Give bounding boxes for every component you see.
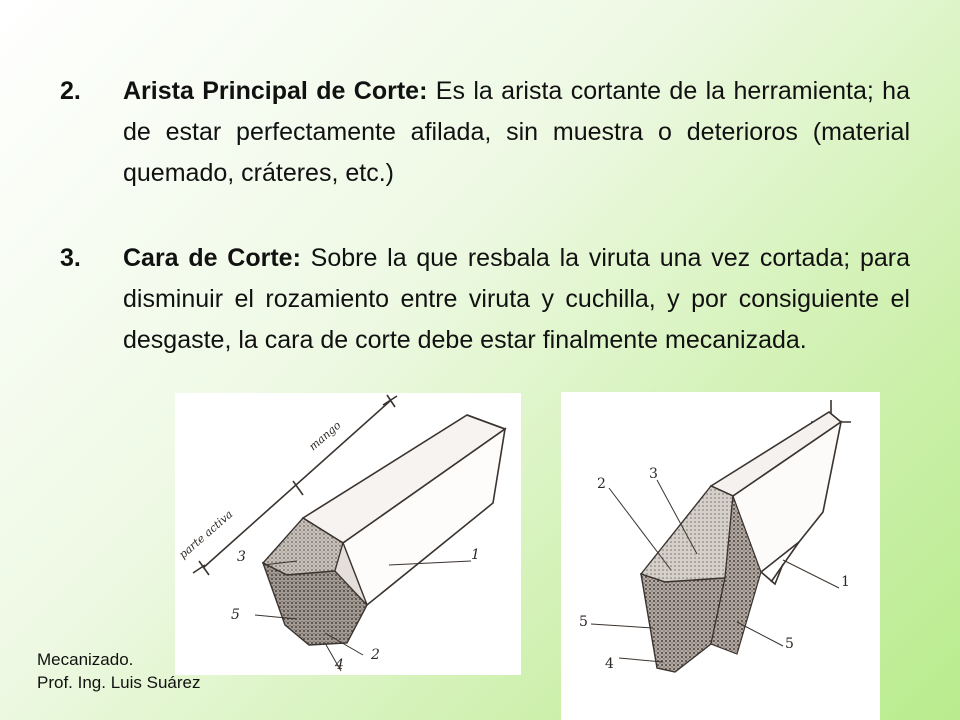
footer-credits xyxy=(37,648,200,694)
label-parte-activa: parte activa xyxy=(176,507,236,562)
item-term: Arista Principal de Corte: xyxy=(123,77,428,105)
item-number: 3. xyxy=(60,244,81,272)
label-3: 3 xyxy=(649,466,658,482)
list-item-2 xyxy=(60,71,910,194)
cutting-tool-drawing-left xyxy=(175,393,521,675)
label-5: 5 xyxy=(231,607,240,623)
cutting-tool-drawing-right xyxy=(561,392,880,720)
label-4: 4 xyxy=(335,657,344,673)
item-text: Sobre la que resbala la viruta una vez cortada; para disminuir el rozamiento entre viruta y cuchilla, y por consiguiente el desgaste, la cara de corte debe estar finalmente mecanizada. xyxy=(123,244,910,354)
item-body xyxy=(123,71,910,194)
label-3: 3 xyxy=(237,549,246,565)
label-mango: mango xyxy=(306,418,344,454)
label-2: 2 xyxy=(371,647,380,663)
label-5: 5 xyxy=(785,636,794,652)
item-number: 2. xyxy=(60,77,81,105)
footer-author: Prof. Ing. Luis Suárez xyxy=(37,673,201,692)
label-1: 1 xyxy=(471,547,480,563)
label-2: 2 xyxy=(597,476,606,492)
item-term: Cara de Corte: xyxy=(123,244,301,272)
list-item-3 xyxy=(60,238,910,361)
label-4: 4 xyxy=(605,656,614,672)
footer-course: Mecanizado. xyxy=(37,650,134,669)
label-5: 5 xyxy=(579,614,588,630)
label-1: 1 xyxy=(841,574,850,590)
item-text: Es la arista cortante de la herramienta; ha de estar perfectamente afilada, sin muestra o deterioros (material quemado, cráteres, etc.) xyxy=(123,77,910,187)
item-body xyxy=(123,238,910,361)
